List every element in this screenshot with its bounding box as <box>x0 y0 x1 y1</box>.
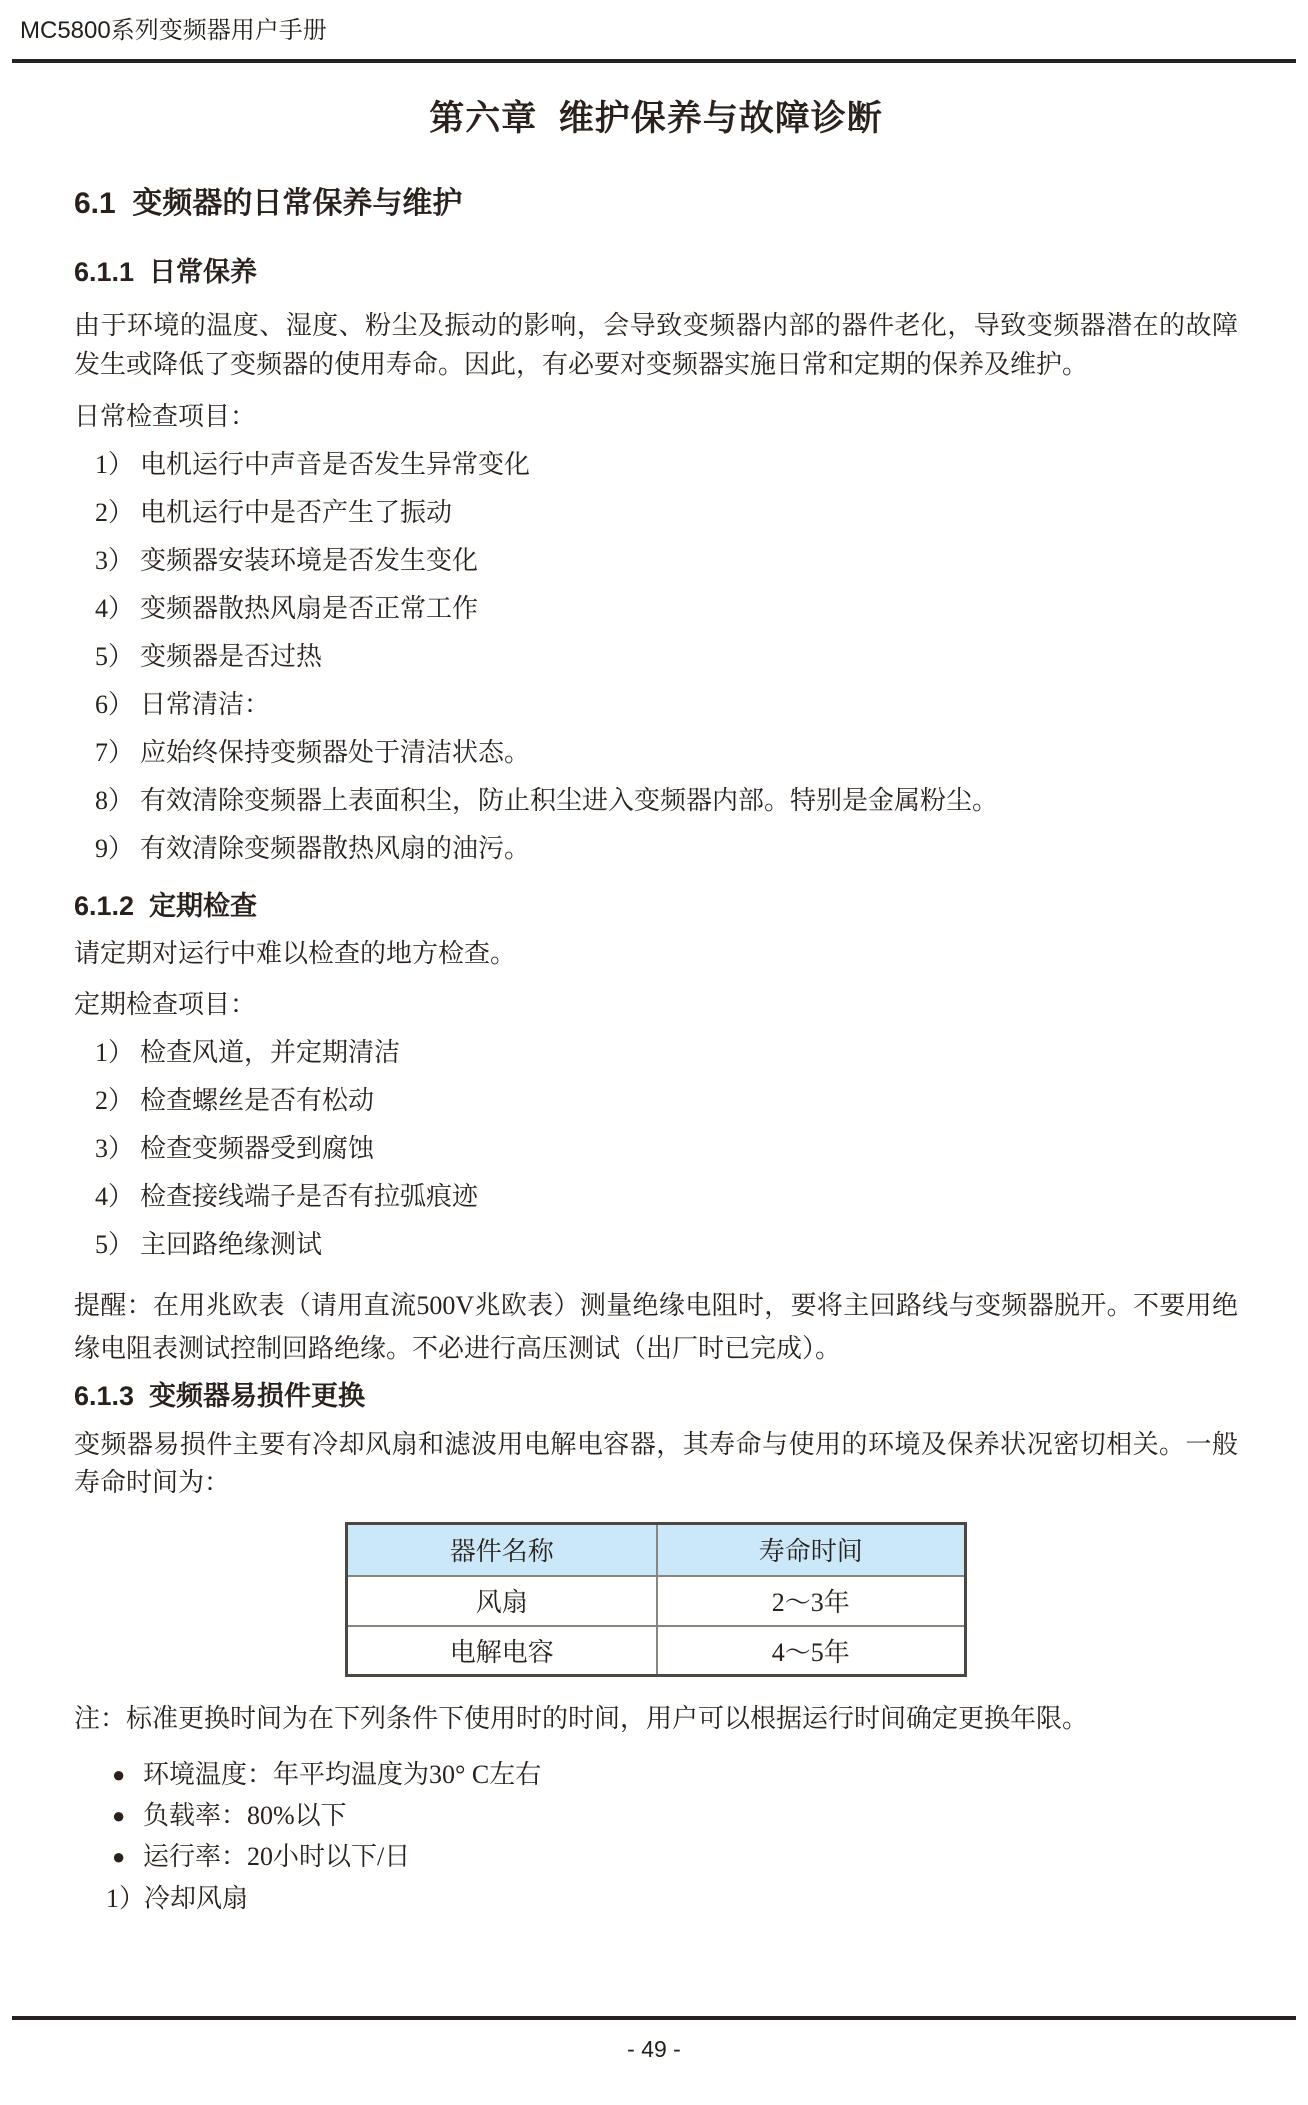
list-item-number: 2） <box>95 1086 135 1115</box>
list-item-text: 主回路绝缘测试 <box>140 1230 323 1259</box>
bullet-icon: ● <box>112 1844 126 1869</box>
list-item-text: 检查接线端子是否有拉弧痕迹 <box>140 1182 479 1211</box>
bullet-icon: ● <box>112 1762 126 1787</box>
condition-text: 环境温度：年平均温度为30° C左右 <box>143 1760 542 1789</box>
periodic-checklist-label: 定期检查项目： <box>74 990 257 1019</box>
list-item-number: 7） <box>95 738 135 767</box>
section-6-1-3-heading: 6.1.3 变频器易损件更换 <box>74 1381 366 1411</box>
table-row-fan <box>347 1576 966 1626</box>
col-header-part-name: 器件名称 <box>347 1524 657 1576</box>
daily-maintenance-intro: 由于环境的温度、湿度、粉尘及振动的影响，会导致变频器内部的器件老化，导致变频器潜在的故障发生或降低了变频器的使用寿命。因此，有必要对变频器实施日常和定期的保养及维护。 <box>74 311 1238 379</box>
list-item-number: 5） <box>95 642 135 671</box>
list-item <box>74 498 1238 528</box>
list-item-text: 变频器安装环境是否发生变化 <box>140 546 479 575</box>
footer-rule <box>12 2016 1296 2020</box>
periodic-checklist <box>74 1038 1238 1260</box>
section-6-1-heading: 6.1 变频器的日常保养与维护 <box>74 187 463 220</box>
section-6-1-2-heading: 6.1.2 定期检查 <box>74 891 258 921</box>
list-item-number: 1） <box>95 1038 135 1067</box>
wear-parts-table <box>345 1522 967 1677</box>
list-item-text: 检查螺丝是否有松动 <box>140 1086 375 1115</box>
list-item-number: 1） <box>106 1884 146 1913</box>
list-item <box>74 738 1238 768</box>
list-item-number: 2） <box>95 498 135 527</box>
list-item-number: 9） <box>95 834 135 863</box>
list-item <box>74 1086 1238 1116</box>
list-item <box>74 1182 1238 1212</box>
list-item-text: 有效清除变频器散热风扇的油污。 <box>140 834 531 863</box>
list-item-number: 3） <box>95 546 135 575</box>
bullet-icon: ● <box>112 1803 126 1828</box>
list-item-text: 变频器散热风扇是否正常工作 <box>140 594 479 623</box>
list-item-text: 冷却风扇 <box>144 1884 249 1913</box>
list-item-number: 8） <box>95 786 135 815</box>
list-item <box>74 594 1238 624</box>
page-content <box>74 78 1238 1913</box>
list-item <box>74 1230 1238 1260</box>
daily-checklist-label: 日常检查项目： <box>74 402 257 431</box>
list-item-text: 检查风道，并定期清洁 <box>140 1038 401 1067</box>
list-item-number: 4） <box>95 1182 135 1211</box>
chapter-title: 第六章 维护保养与故障诊断 <box>429 99 883 138</box>
list-item-number: 4） <box>95 594 135 623</box>
list-item-text: 电机运行中声音是否发生异常变化 <box>140 450 531 479</box>
list-item-number: 3） <box>95 1134 135 1163</box>
condition-text: 运行率：20小时以下/日 <box>143 1842 411 1871</box>
col-header-life-time: 寿命时间 <box>657 1524 966 1576</box>
page-number: - 49 - <box>627 2036 681 2062</box>
condition-item <box>74 1802 1238 1830</box>
manual-title: MC5800系列变频器用户手册 <box>20 17 327 44</box>
list-item-text: 有效清除变频器上表面积尘，防止积尘进入变频器内部。特别是金属粉尘。 <box>140 786 999 815</box>
list-item-number: 5） <box>95 1230 135 1259</box>
list-item-text: 检查变频器受到腐蚀 <box>140 1134 375 1163</box>
condition-item <box>74 1843 1238 1871</box>
daily-checklist <box>74 450 1238 864</box>
list-item-text: 电机运行中是否产生了振动 <box>140 498 453 527</box>
usage-conditions <box>74 1761 1238 1871</box>
cell-capacitor-life: 4～5年 <box>657 1626 966 1676</box>
table-row-capacitor <box>347 1626 966 1676</box>
periodic-check-intro: 请定期对运行中难以检查的地方检查。 <box>74 939 517 968</box>
insulation-reminder: 提醒：在用兆欧表（请用直流500V兆欧表）测量绝缘电阻时，要将主回路线与变频器脱开。不要用绝缘电阻表测试控制回路绝缘。不必进行高压测试（出厂时已完成）。 <box>74 1291 1238 1363</box>
cooling-fan-sub-item <box>74 1885 1238 1913</box>
list-item <box>74 1134 1238 1164</box>
list-item <box>74 1038 1238 1068</box>
list-item <box>74 690 1238 720</box>
list-item-text: 应始终保持变频器处于清洁状态。 <box>140 738 531 767</box>
condition-text: 负载率：80%以下 <box>143 1801 347 1830</box>
replacement-note: 注：标准更换时间为在下列条件下使用时的时间，用户可以根据运行时间确定更换年限。 <box>74 1704 1089 1733</box>
list-item-number: 6） <box>95 690 135 719</box>
list-item <box>74 834 1238 864</box>
cell-capacitor-name: 电解电容 <box>347 1626 657 1676</box>
list-item <box>74 786 1238 816</box>
cell-fan-life: 2～3年 <box>657 1576 966 1626</box>
section-6-1-1-heading: 6.1.1 日常保养 <box>74 257 258 287</box>
list-item <box>74 546 1238 576</box>
list-item-text: 变频器是否过热 <box>140 642 323 671</box>
wear-parts-intro: 变频器易损件主要有冷却风扇和滤波用电解电容器，其寿命与使用的环境及保养状况密切相关。一般寿命时间为： <box>74 1430 1238 1497</box>
list-item <box>74 642 1238 672</box>
header-rule <box>12 59 1296 63</box>
table-header-row <box>347 1524 966 1576</box>
condition-item <box>74 1761 1238 1789</box>
cell-fan-name: 风扇 <box>347 1576 657 1626</box>
list-item-number: 1） <box>95 450 135 479</box>
list-item <box>74 450 1238 480</box>
list-item-text: 日常清洁： <box>140 690 271 719</box>
